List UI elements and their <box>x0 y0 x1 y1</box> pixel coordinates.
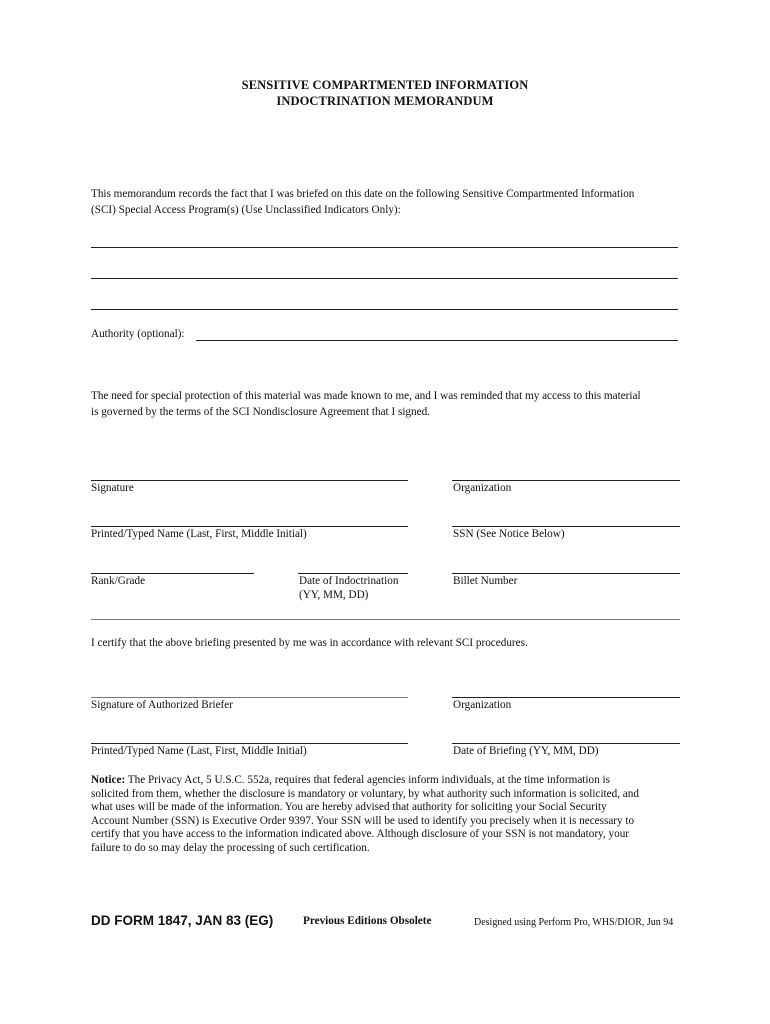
form-number: DD FORM 1847, JAN 83 (EG) <box>91 913 274 928</box>
notice-line5: certify that you have access to the information indicated above. Although disclosure of your SSN is not mandatory, your <box>91 828 630 841</box>
briefer-organization-field[interactable] <box>452 679 680 695</box>
signature-field[interactable] <box>91 462 408 478</box>
program-field-1[interactable] <box>91 230 678 246</box>
form-title-line2: INDOCTRINATION MEMORANDUM <box>276 94 494 108</box>
rank-grade-label: Rank/Grade <box>91 575 146 587</box>
intro-line1: This memorandum records the fact that I was briefed on this date on the following Sensitive Compartmented Information <box>91 188 635 200</box>
indoctrination-date-field[interactable] <box>298 555 408 571</box>
printed-name-field[interactable] <box>91 508 408 524</box>
intro-line2: (SCI) Special Access Program(s) (Use Unclassified Indicators Only): <box>91 204 401 216</box>
indoctrination-date-label: Date of Indoctrination <box>299 575 399 587</box>
program-line-1 <box>91 247 678 248</box>
authority-field[interactable] <box>196 324 678 340</box>
indoctrination-date-format: (YY, MM, DD) <box>299 589 369 601</box>
briefer-organization-label: Organization <box>453 699 512 711</box>
authority-label: Authority (optional): <box>91 328 185 340</box>
designed-using-note: Designed using Perform Pro, WHS/DIOR, Jun 94 <box>474 917 674 928</box>
ssn-label: SSN (See Notice Below) <box>453 528 565 540</box>
statement-line2: is governed by the terms of the SCI Nondisclosure Agreement that I signed. <box>91 406 430 418</box>
briefer-signature-field[interactable] <box>91 679 408 695</box>
rank-grade-field[interactable] <box>91 555 254 571</box>
notice-line4: Account Number (SSN) is Executive Order 9397. Your SSN will be used to identify you precisely when it is necessary to <box>91 814 635 827</box>
briefer-name-label: Printed/Typed Name (Last, First, Middle Initial) <box>91 745 307 757</box>
signature-label: Signature <box>91 482 134 494</box>
briefing-date-label: Date of Briefing (YY, MM, DD) <box>453 745 599 757</box>
program-line-3 <box>91 309 678 310</box>
printed-name-label: Printed/Typed Name (Last, First, Middle Initial) <box>91 528 307 540</box>
signature-line <box>91 480 408 481</box>
program-line-2 <box>91 278 678 279</box>
briefer-signature-label: Signature of Authorized Briefer <box>91 699 233 711</box>
briefer-name-field[interactable] <box>91 725 408 741</box>
program-field-3[interactable] <box>91 292 678 308</box>
statement-line1: The need for special protection of this material was made known to me, and I was reminded that my access to this material <box>91 390 641 402</box>
notice-heading: Notice: <box>91 774 126 786</box>
ssn-field[interactable] <box>452 508 680 524</box>
billet-number-field[interactable] <box>452 555 680 571</box>
privacy-notice <box>91 774 691 856</box>
notice-line1: The Privacy Act, 5 U.S.C. 552a, requires that federal agencies inform individuals, at the time information is <box>125 774 610 786</box>
notice-line2: solicited from them, whether the disclosure is mandatory or voluntary, by what authority such information is solicited, and <box>91 787 639 800</box>
section-divider <box>91 619 680 620</box>
briefing-date-field[interactable] <box>452 725 680 741</box>
previous-editions-obsolete: Previous Editions Obsolete <box>303 915 432 927</box>
notice-line6: failure to do so may delay the processing of such certification. <box>91 841 370 854</box>
billet-number-label: Billet Number <box>453 575 518 587</box>
notice-line3: what uses will be made of the information. You are hereby advised that authority for soliciting your Social Security <box>91 801 607 814</box>
authority-line <box>196 340 678 341</box>
form-title-line1: SENSITIVE COMPARTMENTED INFORMATION <box>241 78 529 92</box>
organization-label: Organization <box>453 482 512 494</box>
program-field-2[interactable] <box>91 261 678 277</box>
organization-field[interactable] <box>452 462 680 478</box>
certify-statement: I certify that the above briefing presented by me was in accordance with relevant SCI procedures. <box>91 637 528 649</box>
